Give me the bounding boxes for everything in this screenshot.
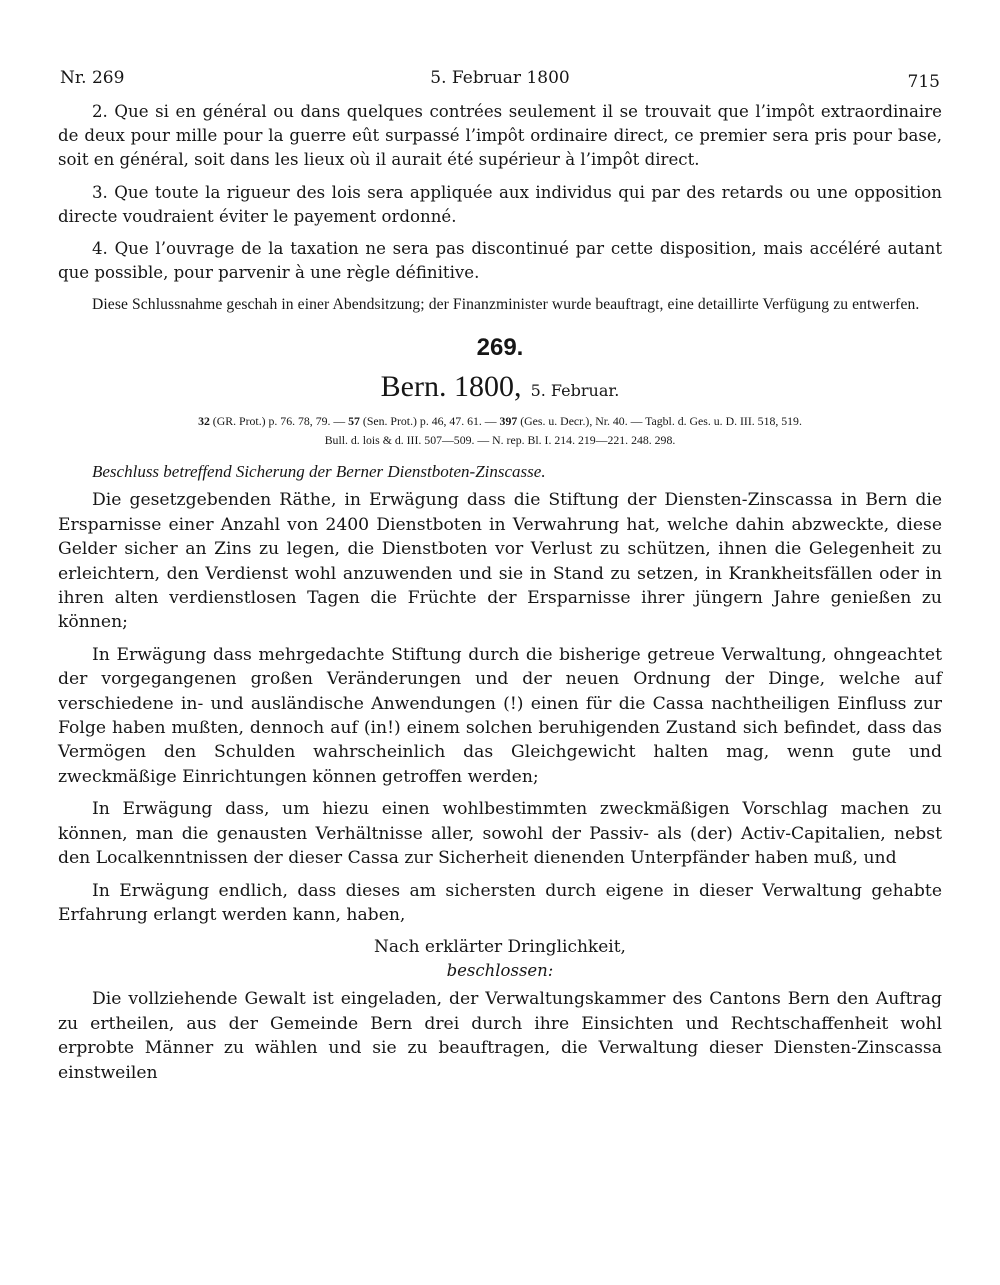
- editorial-note: Diese Schlussnahme geschah in einer Abendsitzung; der Finanzminister wurde beauftragt, eine detaillirte Verfügung zu entwerfen.: [92, 296, 920, 314]
- resolved-line: beschlossen:: [446, 961, 554, 981]
- place-year: Bern. 1800,: [380, 370, 522, 404]
- decree-body: [58, 488, 942, 1085]
- ref-text-1: (GR. Prot.) p. 76. 78, 79. —: [209, 414, 349, 429]
- ref-number-2: 57: [348, 414, 360, 429]
- french-clauses: [58, 100, 942, 285]
- heading-date: 5. Februar.: [530, 381, 620, 401]
- body-paragraph-1: Die gesetzgebenden Räthe, in Erwägung dass die Stiftung der Diensten-Zinscassa in Bern die Ersparnisse einer Anzahl von 2400 Dienstboten in Verwahrung hat, welche dahin abzweckte, diese Gelder sicher an Zins zu legen, die Dienstboten vor Verlust zu schützen, ihnen die Gelegenheit zu erleichtern, den Verdienst wohl anzuwenden und sie in Stand zu setzen, in Krankheitsfällen oder in ihren alten verdienstlosen Tagen die Früchte der Ersparnisse ihrer jüngern Jahre genießen zu können;: [58, 490, 942, 633]
- ref-text-3: (Ges. u. Decr.), Nr. 40. — Tagbl. d. Ges. u. D. III. 518, 519.: [517, 414, 802, 429]
- french-clause-4: 4. Que l’ouvrage de la taxation ne sera pas discontinué par cette disposition, mais accéléré autant que possible, pour parvenir à une règle définitive.: [58, 239, 942, 283]
- body-paragraph-2: In Erwägung dass mehrgedachte Stiftung durch die bisherige getreue Verwaltung, ohngeachtet der vorgegangenen großen Veränderungen und der neuen Ordnung der Dinge, welche auf verschiedene in- und ausländische Anwendungen (!) einen für die Cassa nachtheiligen Einfluss zur Folge haben mußten, dennoch auf (in!) einem solchen beruhigenden Zustand sich befindet, dass das Vermögen den Schulden wahrscheinlich das Gleichgewicht halten mag, wenn gute und zweckmäßige Einrichtungen können getroffen werden;: [58, 644, 942, 787]
- references-line-1: [58, 412, 942, 431]
- ref-number-1: 32: [198, 414, 210, 429]
- header-date: 5. Februar 1800: [430, 68, 570, 88]
- french-clause-3: 3. Que toute la rigueur des lois sera appliquée aux individus qui par des retards ou une opposition directe voudraient éviter le payement ordonné.: [58, 182, 942, 226]
- page-number: 715: [907, 72, 940, 92]
- final-paragraph: Die vollziehende Gewalt ist eingeladen, der Verwaltungskammer des Cantons Bern den Auftrag zu ertheilen, aus der Gemeinde Bern drei durch ihre Einsichten und Rechtschaffenheit wohl erprobte Männer zu wählen und sie zu beauftragen, die Verwaltung dieser Diensten-Zinscassa einstweilen: [58, 989, 942, 1083]
- header-document-number: Nr. 269: [60, 68, 125, 88]
- body-paragraph-4: In Erwägung endlich, dass dieses am sichersten durch eigene in dieser Verwaltung gehabte Erfahrung erlangt werden kann, haben,: [58, 880, 942, 925]
- document-number: 269.: [476, 334, 524, 362]
- body-paragraph-3: In Erwägung dass, um hiezu einen wohlbestimmten zweckmäßigen Vorschlag machen zu können, man die genausten Verhältnisse aller, sowohl der Passiv- als (der) Activ-Capitalien, nebst den Localkenntnissen der dieser Cassa zur Sicherheit dienenden Unterpfänder haben muß, und: [58, 799, 942, 869]
- references-line-2: Bull. d. lois & d. III. 507—509. — N. rep. Bl. I. 214. 219—221. 248. 298.: [324, 433, 676, 448]
- urgency-line: Nach erklärter Dringlichkeit,: [374, 937, 626, 958]
- running-header: [58, 68, 942, 94]
- ref-number-3: 397: [499, 414, 518, 429]
- decree-title: Beschluss betreffend Sicherung der Berner Dienstboten-Zinscasse.: [92, 462, 546, 482]
- french-clause-2: 2. Que si en général ou dans quelques contrées seulement il se trouvait que l’impôt extraordinaire de deux pour mille pour la guerre eût surpassé l’impôt ordinaire direct, ce premier sera pris pour base, soit en général, soit dans les lieux où il aurait été supérieur à l’impôt direct.: [58, 102, 942, 170]
- source-references: [58, 412, 942, 450]
- ref-text-2: (Sen. Prot.) p. 46, 47. 61. —: [359, 414, 500, 429]
- place-date-heading: [58, 370, 942, 404]
